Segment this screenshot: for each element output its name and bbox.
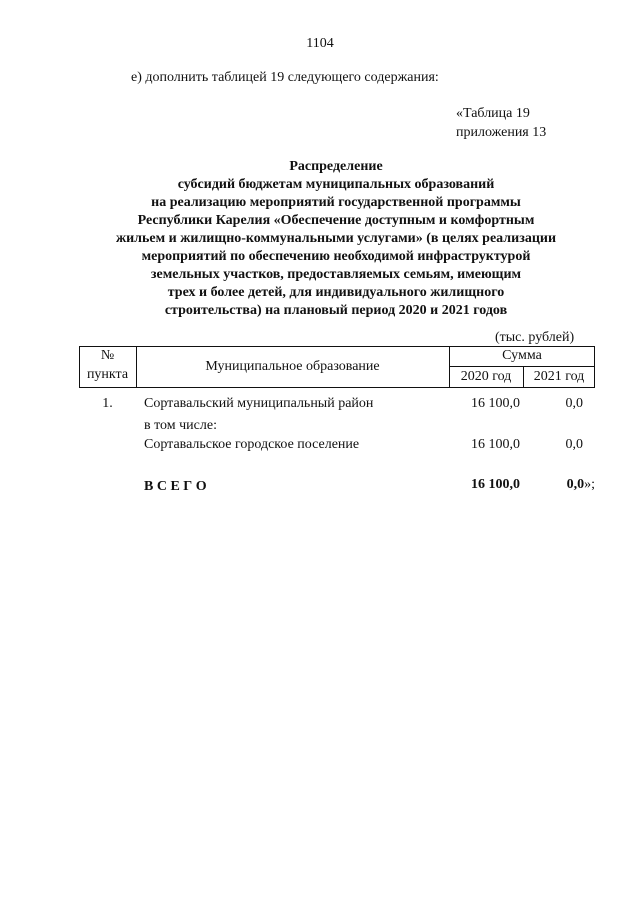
intro-text: е) дополнить таблицей 19 следующего содержания:: [131, 70, 439, 85]
heading-line: на реализацию мероприятий государственной программы: [151, 195, 521, 210]
row-number: 1.: [102, 396, 113, 411]
header-sum: Сумма: [502, 348, 542, 363]
table-ref-line: приложения 13: [456, 125, 547, 140]
heading-line: мероприятий по обеспечению необходимой инфраструктурой: [141, 249, 531, 264]
total-value-2021: [500, 477, 595, 493]
row-value-2020: 16 100,0: [471, 396, 520, 411]
row-value-2020: 16 100,0: [471, 437, 520, 452]
row-municipality: Сортавальское городское поселение: [144, 437, 360, 452]
heading-line: Распределение: [289, 159, 383, 174]
header-num-label: пункта: [86, 367, 129, 382]
row-municipality: в том числе:: [144, 418, 217, 433]
header-municipality: Муниципальное образование: [205, 359, 380, 374]
header-year-2021: 2021 год: [533, 369, 585, 384]
header-year-2020: 2020 год: [460, 369, 512, 384]
heading-line: строительства) на плановый период 2020 и 2021 годов: [164, 303, 508, 318]
table-ref-line: «Таблица 19: [456, 106, 530, 121]
row-value-2021: 0,0: [565, 437, 583, 452]
table-reference: [456, 104, 546, 142]
total-value-2020: 16 100,0: [471, 477, 520, 492]
heading-line: Республики Карелия «Обеспечение доступным и комфортным: [137, 213, 535, 228]
page-number: 1104: [306, 36, 334, 51]
divider-sum: [449, 366, 595, 367]
row-municipality: Сортавальский муниципальный район: [144, 396, 374, 411]
total-2021-number: 0,0: [566, 477, 585, 492]
total-suffix: »;: [584, 477, 595, 492]
header-num-symbol: №: [100, 348, 115, 363]
document-heading: [0, 158, 640, 320]
heading-line: жильем и жилищно-коммунальными услугами» (в целях реализации: [115, 231, 557, 246]
border-top: [79, 346, 595, 347]
heading-line: трех и более детей, для индивидуального жилищного: [167, 285, 505, 300]
table-header: [79, 346, 595, 388]
row-value-2021: 0,0: [565, 396, 583, 411]
total-label: В С Е Г О: [144, 479, 207, 494]
heading-line: субсидий бюджетам муниципальных образований: [177, 177, 495, 192]
units-label: (тыс. рублей): [495, 330, 575, 345]
border-bottom: [79, 387, 595, 388]
heading-line: земельных участков, предоставляемых семьям, имеющим: [150, 267, 522, 282]
